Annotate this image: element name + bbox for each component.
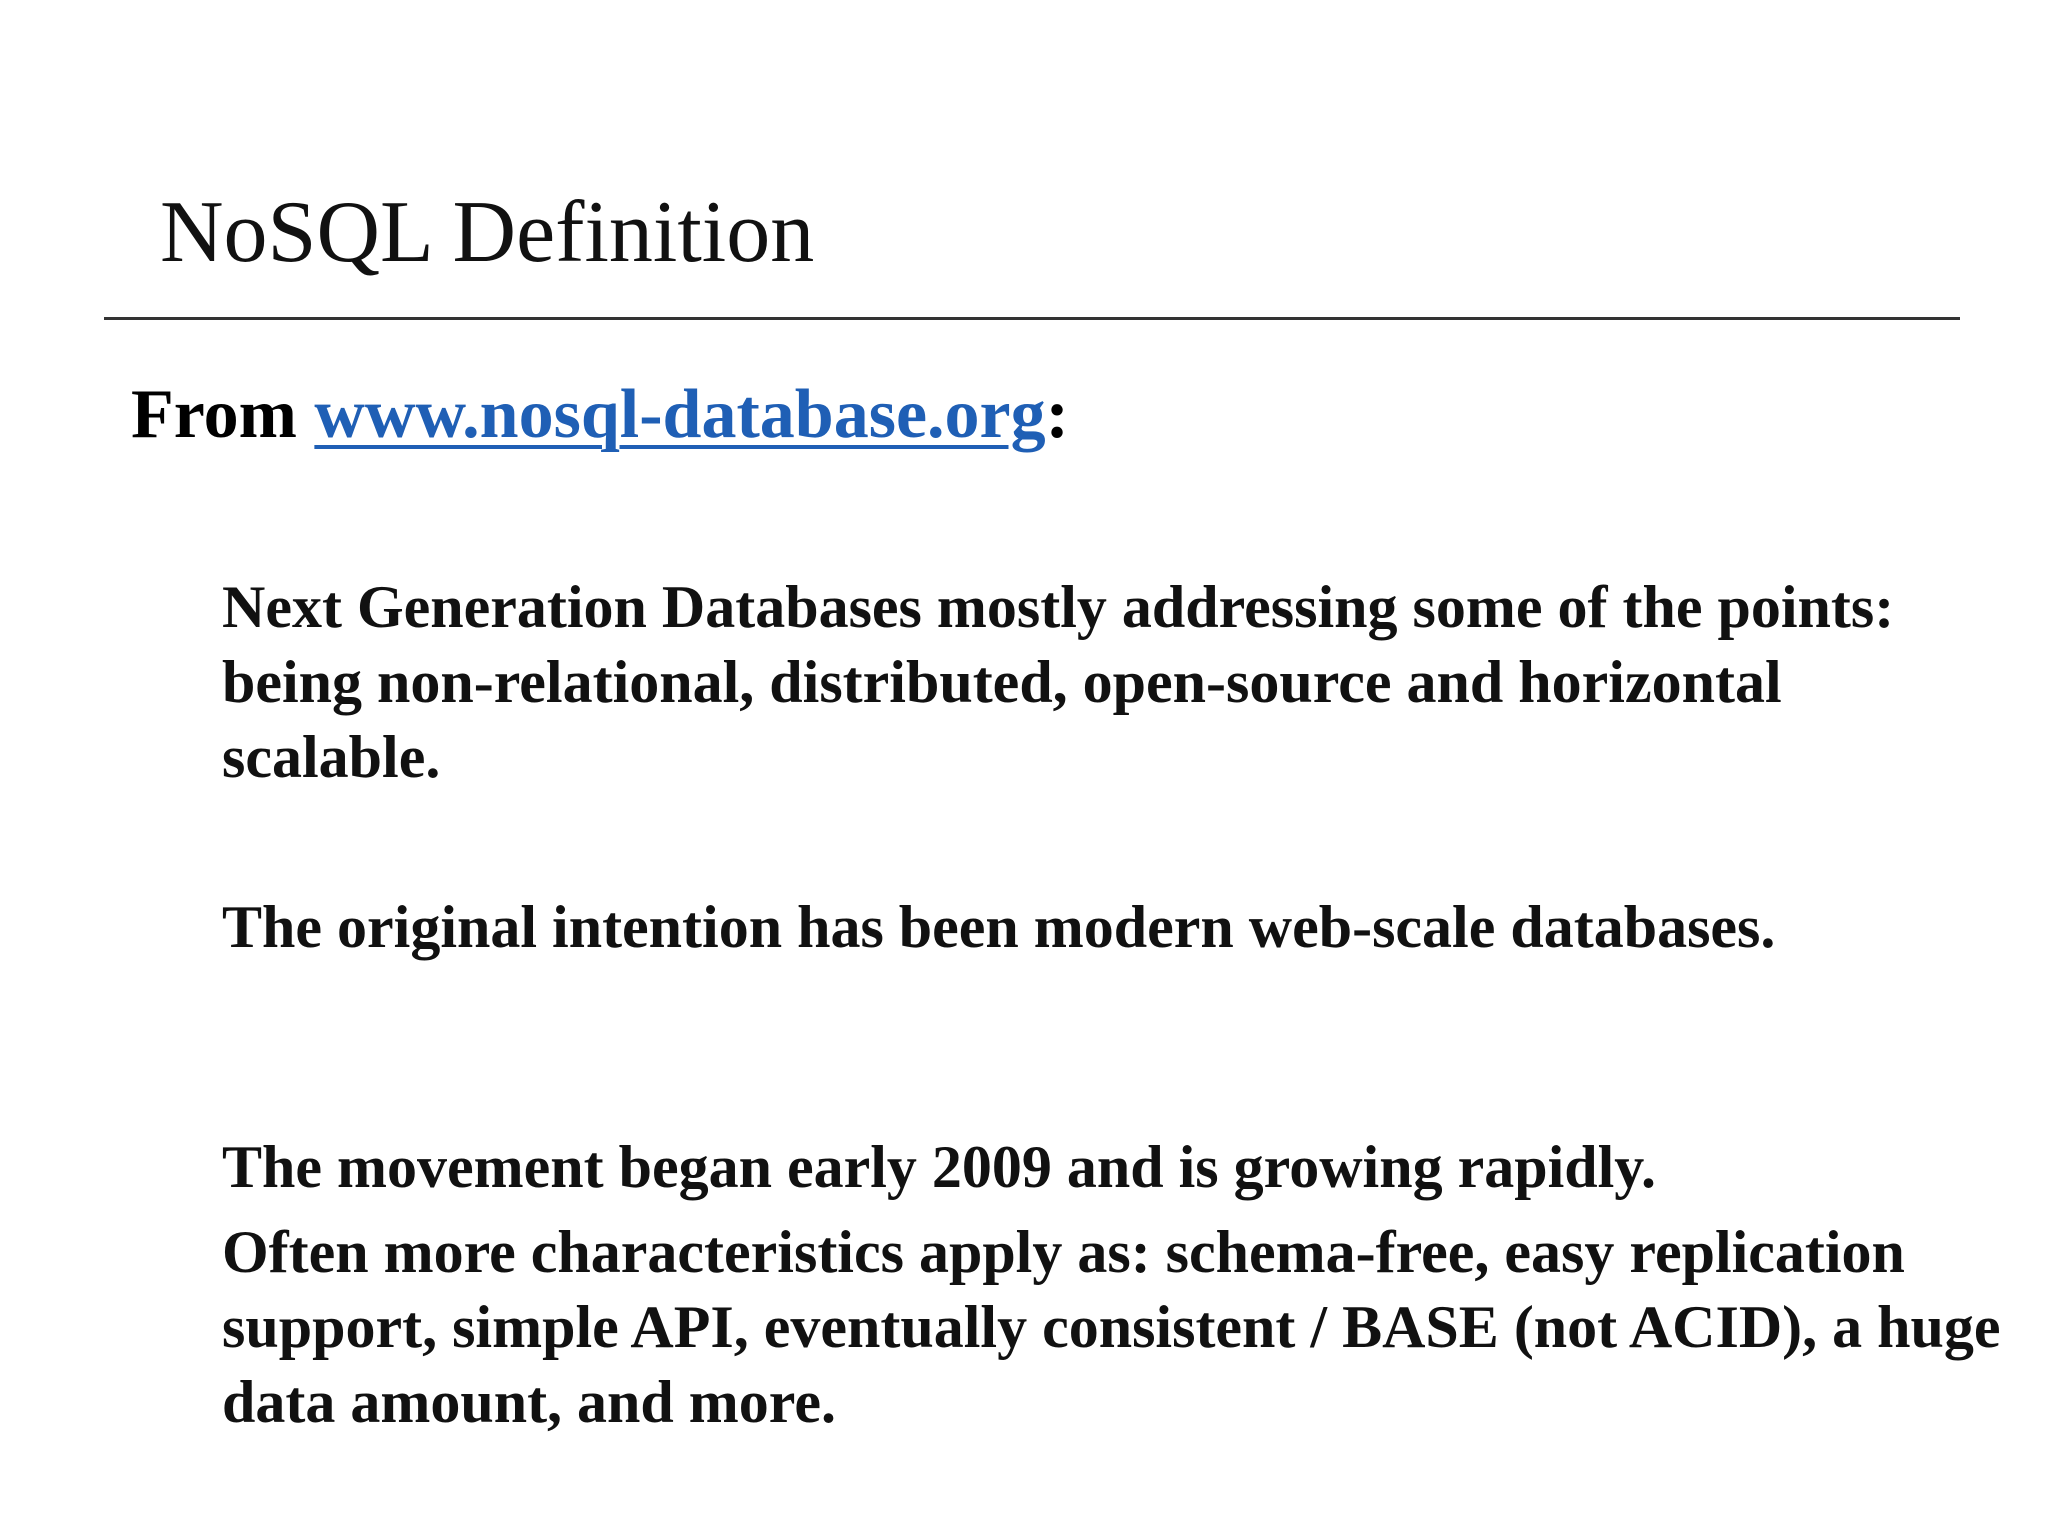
characteristics-paragraph: Often more characteristics apply as: schema-free, easy replication support, simple API, eventually consistent / BASE (not ACID), a huge data amount, and more.: [222, 1219, 2001, 1435]
movement-paragraph: The movement began early 2009 and is growing rapidly.: [222, 1134, 1656, 1200]
source-prefix: From: [131, 376, 315, 453]
definition-paragraph: Next Generation Databases mostly addressing some of the points: being non-relational, distributed, open-source and horizontal scalable.: [222, 574, 1895, 790]
intention-paragraph: The original intention has been modern web-scale databases.: [222, 894, 1776, 960]
source-suffix: :: [1045, 376, 1069, 453]
source-link[interactable]: www.nosql-database.org: [314, 376, 1046, 453]
title-divider: [104, 317, 1960, 320]
source-line: [131, 370, 1069, 460]
slide-title: NoSQL Definition: [160, 184, 815, 281]
